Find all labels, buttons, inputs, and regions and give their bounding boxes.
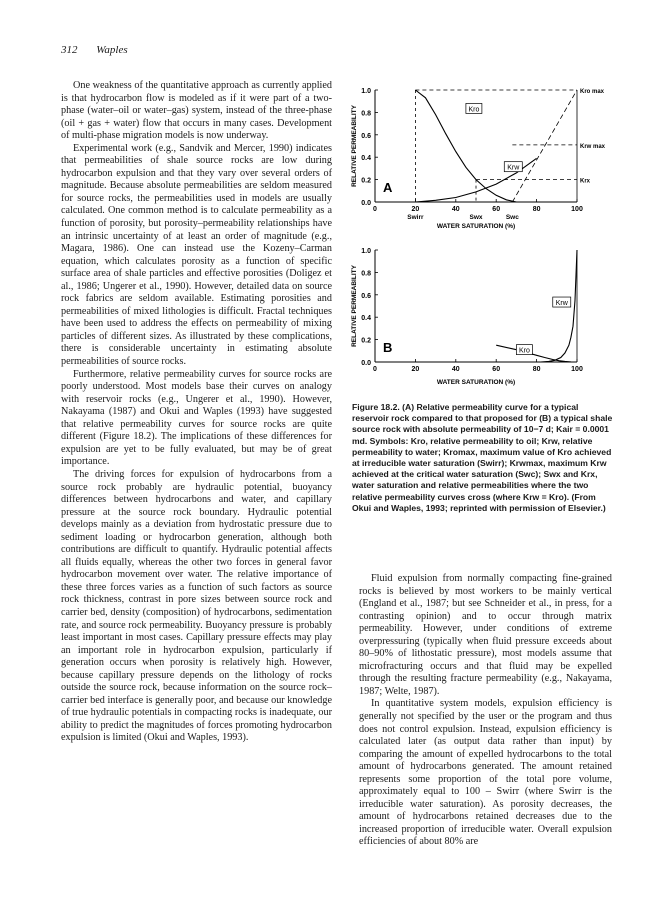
kro-curve-label: Kro xyxy=(468,106,480,114)
panel-label: A xyxy=(383,180,393,195)
x-tick-label: 100 xyxy=(571,366,583,373)
y-tick-label: 0.2 xyxy=(361,177,371,185)
figure-caption-label: Figure 18.2. xyxy=(352,402,400,412)
x-tick-label: 20 xyxy=(411,366,420,373)
y-tick-label: 0.0 xyxy=(361,360,371,367)
series-line-kro xyxy=(496,345,575,362)
x-axis-label: WATER SATURATION (%) xyxy=(436,379,516,386)
y-tick-label: 0.4 xyxy=(361,155,371,163)
x-tick-label: 40 xyxy=(451,206,460,213)
y-tick-label: 0.0 xyxy=(361,200,371,207)
page-number: 312 xyxy=(61,44,78,56)
paragraph: Furthermore, relative permeability curves for source rocks are poorly understood. Most models base their curves on analogy with reservoir rocks (e.g., Ungerer et al., 1990). However, Nakayama (1987) and Okui and Waples (1993) have suggested that relative permeability curves for source rocks are quite different (Figure 18.2). The implications of these differences for expulsion are yet to be fully evaluated, but may be of great importance. xyxy=(61,368,332,468)
x-tick-label: 20 xyxy=(411,206,420,213)
kro-max-label: Kro max xyxy=(580,89,605,95)
panel-label: B xyxy=(383,340,393,355)
y-tick-label: 0.4 xyxy=(361,315,371,323)
y-tick-label: 1.0 xyxy=(361,248,371,255)
swirr-marker-label: Swirr xyxy=(407,214,424,221)
figure-panel-b xyxy=(340,238,602,388)
running-title: Waples xyxy=(96,44,128,56)
x-tick-label: 0 xyxy=(373,366,377,373)
paragraph: Fluid expulsion from normally compacting fine-grained rocks is believed by most workers to be mainly vertical (England et al., 1987; but see Schneider et al., in press, for a contrasting opinion) and to occur through matrix permeability. However, under conditions of extreme overpressuring (typically when fluid pressure exceeds about 80–90% of lithostatic pressure), most models assume that microfracturing occurs and that fluid may be expelled through the resulting fracture permeability (e.g., Nakayama, 1987; Welte, 1987). xyxy=(359,573,612,697)
y-tick-label: 0.6 xyxy=(361,132,371,140)
left-column xyxy=(61,80,332,745)
krw-dashed-extension xyxy=(512,90,577,202)
swx-marker-label: Swx xyxy=(469,214,483,221)
x-tick-label: 80 xyxy=(532,366,541,373)
krw-curve-label: Krw xyxy=(507,164,520,172)
figure-caption-text: (A) Relative permeability curve for a typical reservoir rock compared to that proposed for (B) a typical shale source rock with absolute permeability of 10−7 d; Kair = 0.0001 md. Symbols: Kro, relative permeability to oil; Krw, relative permeability to water; Kromax, maximum value of Kro achieved at irreducible water saturation (Swirr); Krwmax, maximum Krw achieved at the critical water saturation (Swc); Swx and Krx, water saturation and relative permeabilities where the two relative permeability curves cross (where Krw = Kro). (From Okui and Waples, 1993; reprinted with permission of Elsevier.) xyxy=(352,402,613,513)
paragraph: One weakness of the quantitative approach as currently applied is that hydrocarbon flow is modeled as if it were part of a two-phase (water–oil or water–gas) system, instead of the three-phase (oil + gas + water) flow that occurs in many cases. Development of multi-phase migration models is now underway. xyxy=(61,80,332,142)
x-tick-label: 60 xyxy=(492,366,501,373)
krx-label: Krx xyxy=(580,178,591,185)
x-tick-label: 40 xyxy=(451,366,460,373)
x-tick-label: 100 xyxy=(571,206,583,213)
paragraph: The driving forces for expulsion of hydrocarbons from a source rock probably are hydraulic potential, buoyancy differences between hydrocarbons and water, and capillary pressure at the source rock boundary. Hydraulic potential develops mainly as a deviation from hydrostatic pressure due to sediment loading or hydrocarbon generation, although both contributions are difficult to quantify. Hydraulic potential affects all fluids equally, whereas the other two forces in general favor hydrocarbon movement over water. The relative importance of these three forces varies as a function of such factors as source rock thickness, contrast in pore sizes between source rock and carrier bed, density (composition) of hydrocarbons, sedimentation rate, and source rock permeability. Buoyancy pressure is probably least important in most cases. Capillary pressure effects may play an important role in hydrocarbon expulsion, particularly if generation occurs when porosity is relatively high. However, because capillary pressure depends on the lithology of rocks outside the source rock, because information on the source rock–carrier bed interface is generally poor, and because our knowledge of true hydraulic potentials in compacting rocks is inadequate, our ability to predict the magnitudes of forces promoting hydrocarbon expulsion is limited (Okui and Waples, 1993). xyxy=(61,468,332,744)
y-tick-label: 1.0 xyxy=(361,88,371,95)
y-tick-label: 0.8 xyxy=(361,110,371,118)
x-axis-label: WATER SATURATION (%) xyxy=(436,223,516,230)
paragraph: Experimental work (e.g., Sandvik and Mercer, 1990) indicates that permeabilities of shale source rocks are low during hydrocarbon expulsion and that they vary over several orders of magnitude. Because absolute permeabilities are seldom measured for source rocks, the permeabilities used in models are usually calculated. One common method is to calculate permeability as a function of porosity, but porosity–permeability relationships have an intrinsic uncertainty of at least an order of magnitude (e.g., Magara, 1986). One can instead use the Kozeny–Carman equation, which calculates porosity as a function of specific surface area of shale particles and effective porosities (Doligez et al., 1986; Ungerer et al., 1990). However, detailed data on source rock fabrics are seldom available. Estimating porosities and permeabilities of mixed lithologies is difficult. Fractal techniques have been used to address the effects on permeability of mixing particles of different sizes. As illustrated by these complications, there is considerable uncertainty in estimating absolute permeabilities of source rocks. xyxy=(61,142,332,368)
y-axis-label: RELATIVE PERMEABILITY xyxy=(351,265,358,347)
x-tick-label: 80 xyxy=(532,206,541,213)
y-tick-label: 0.8 xyxy=(361,270,371,278)
swc-marker-label: Swc xyxy=(505,214,519,221)
paragraph: In quantitative system models, expulsion efficiency is generally not specified by the user or the program and thus does not control expulsion. Instead, expulsion efficiency is calculated later (as output data rather than input) by comparing the amount of expelled hydrocarbons to the total amount of hydrocarbons generated. The amount retained represents some proportion of the total pore volume, approximately equal to 100 – Swirr (where Swirr is the irreducible water saturation). As porosity decreases, the amount of hydrocarbons retained decreases due to the increased proportion of irreducible water. Overall expulsion efficiencies of about 80% are xyxy=(359,698,612,848)
kro-curve-label: Kro xyxy=(518,347,530,355)
x-tick-label: 60 xyxy=(492,206,501,213)
krw-max-label: Krw max xyxy=(580,143,606,150)
y-tick-label: 0.6 xyxy=(361,292,371,300)
right-column xyxy=(359,573,612,849)
x-tick-label: 0 xyxy=(373,206,377,213)
figure-panel-a xyxy=(340,78,606,230)
y-tick-label: 0.2 xyxy=(361,337,371,345)
running-header xyxy=(61,44,128,56)
krw-curve-label: Krw xyxy=(555,300,568,308)
y-axis-label: RELATIVE PERMEABILITY xyxy=(351,105,358,187)
figure-caption xyxy=(352,402,614,514)
